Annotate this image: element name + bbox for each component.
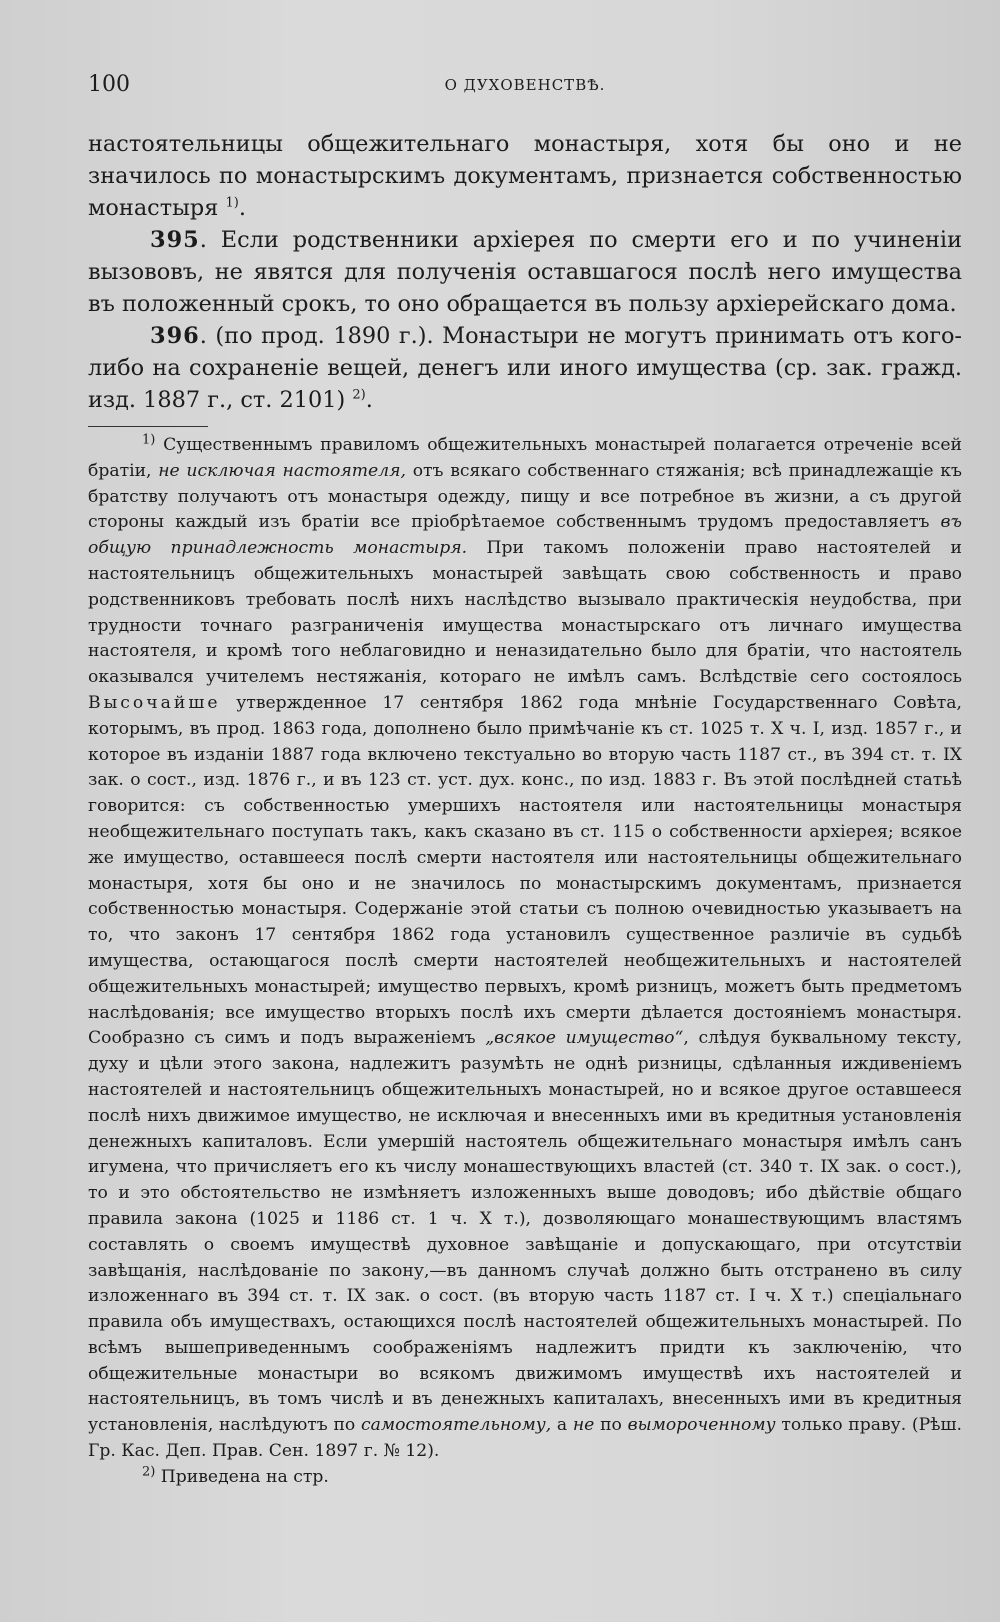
footnote-divider [88,426,208,427]
main-text [88,128,962,416]
running-head: О ДУХОВЕНСТВѢ. [444,76,606,94]
article-395 [88,224,962,320]
article-396: 396. (по прод. 1890 г.). Монастыри не могутъ принимать отъ кого-либо на сохраненіе вещей, денегъ или иного имущества (ср. зак. гражд. изд. 1887 г., ст. 2101) $^{2)}$. [88,323,962,413]
page-header [88,68,962,102]
footnote-marker: 2) [142,1464,156,1480]
article-number: 395 [150,227,200,253]
footnote-1: $^{1)}$ Существеннымъ правиломъ общежительныхъ монастырей полагается отреченіе всей братіи, не исключая настоятеля, отъ всякаго собственнаго стяжанія; всѣ принадлежащіе къ братству получаютъ отъ монастыря одежду, пищу и все потребное въ жизни, а съ другой стороны каждый изъ братіи все пріобрѣтаемое собственнымъ трудомъ предоставляетъ въ общую принадлежность монастыря. При такомъ положеніи право настоятелей и настоятельницъ общежительныхъ монастырей завѣщать свою собственность и право родственниковъ требовать послѣ нихъ наслѣдство вызывало практическія неудобства, при трудности точнаго разграниченія имущества монастырскаго отъ личнаго имущества настоятеля, и кромѣ того неблаговидно и неназидательно было для братіи, что настоятель оказывался учителемъ нестяжанія, котораго не имѣлъ самъ. Вслѣдствіе сего состоялось Высочайше утвержденное 17 сентября 1862 года мнѣніе Государственнаго Совѣта, которымъ, въ прод. 1863 года, дополнено было примѣчаніе къ ст. 1025 т. X ч. I, изд. 1857 г., и которое въ изданіи 1887 года включено текстуально во вторую часть 1187 ст., въ 394 ст. т. IX зак. о сост., изд. 1876 г., и въ 123 ст. уст. дух. конс., по изд. 1883 г. Въ этой послѣдней статьѣ говорится: съ собственностью умершихъ настоятеля или настоятельницы монастыря необщежительнаго поступать такъ, какъ сказано въ ст. 115 о собственности архіерея; всякое же имущество, оставшееся послѣ смерти настоятеля или настоятельницы общежительнаго монастыря, хотя бы оно и не значилось по монастырскимъ документамъ, признается собственностью монастыря. Содержаніе этой статьи съ полною очевидностью указываетъ на то, что законъ 17 сентября 1862 года установилъ существенное различіе въ судьбѣ имущества, остающагося послѣ смерти настоятелей необщежительныхъ и настоятелей общежительныхъ монастырей; имущество первыхъ, кромѣ ризницъ, можетъ быть предметомъ наслѣдованія; все имущество вторыхъ послѣ ихъ смерти дѣлается достояніемъ монастыря. Сообразно съ симъ и подъ выраженіемъ „всякое имущество“, слѣдуя буквальному тексту, духу и цѣли этого закона, надлежитъ разумѣть не однѣ ризницы, сдѣланныя иждивеніемъ настоятелей и настоятельницъ общежительныхъ монастырей, но и всякое другое оставшееся послѣ нихъ движимое имущество, не исключая и внесенныхъ ими въ кредитныя установленія денежныхъ капиталовъ. Если умершій настоятель общежительнаго монастыря имѣлъ санъ игумена, что причисляетъ его къ числу монашествующихъ властей (ст. 340 т. IX зак. о сост.), то и это обстоятельство не измѣняетъ изложенныхъ выше доводовъ; ибо дѣйствіе общаго правила закона (1025 и 1186 ст. 1 ч. X т.), дозволяющаго монашествующимъ властямъ составлять о своемъ имуществѣ духовное завѣщаніе и допускающаго, при отсутствіи завѣщанія, наслѣдованіе по закону,—въ данномъ случаѣ должно быть отстранено въ силу изложеннаго въ 394 ст. т. IX зак. о сост. (въ вторую часть 1187 ст. I ч. X т.) спеціальнаго правила объ имуществахъ, остающихся послѣ настоятелей общежительныхъ монастырей. По всѣмъ вышеприведеннымъ соображеніямъ надлежитъ придти къ заключенію, что общежительные монастыри во всякомъ движимомъ имуществѣ ихъ настоятелей и настоятельницъ, въ томъ числѣ и въ денежныхъ капиталахъ, внесенныхъ ими въ кредитныя установленія, наслѣдуютъ по самостоятельному, а не по вымороченному только праву. (Рѣш. Гр. Кас. Деп. Прав. Сен. 1897 г. № 12). [88,432,962,1462]
page-number: 100 [88,72,130,97]
footnote-2: $^{2)}$ Приведена на стр. [142,1464,329,1487]
footnote-ref-1: 1) [225,195,239,211]
footnotes [88,433,962,1491]
continuation-paragraph: настоятельницы общежительнаго монастыря, хотя бы оно и не значилось по монастырскимъ документамъ, признается собственностью монастыря $^{1)}$. [88,131,962,221]
footnote-ref-2: 2) [352,387,366,403]
article-text: . Если родственники архіерея по смерти его и по учиненіи вызововъ, не явятся для полученія оставшагося послѣ него имущества въ положенный срокъ, то оно обращается въ пользу архіерейскаго дома. [88,227,962,317]
article-number: 396 [150,323,200,349]
footnote-marker: 1) [142,432,156,448]
article-text: . (по прод. 1890 г.). Монастыри не могутъ принимать отъ кого-либо на сохраненіе вещей, денегъ или иного имущества (ср. зак. гражд. изд. 1887 г., ст. 2101) [88,323,962,413]
